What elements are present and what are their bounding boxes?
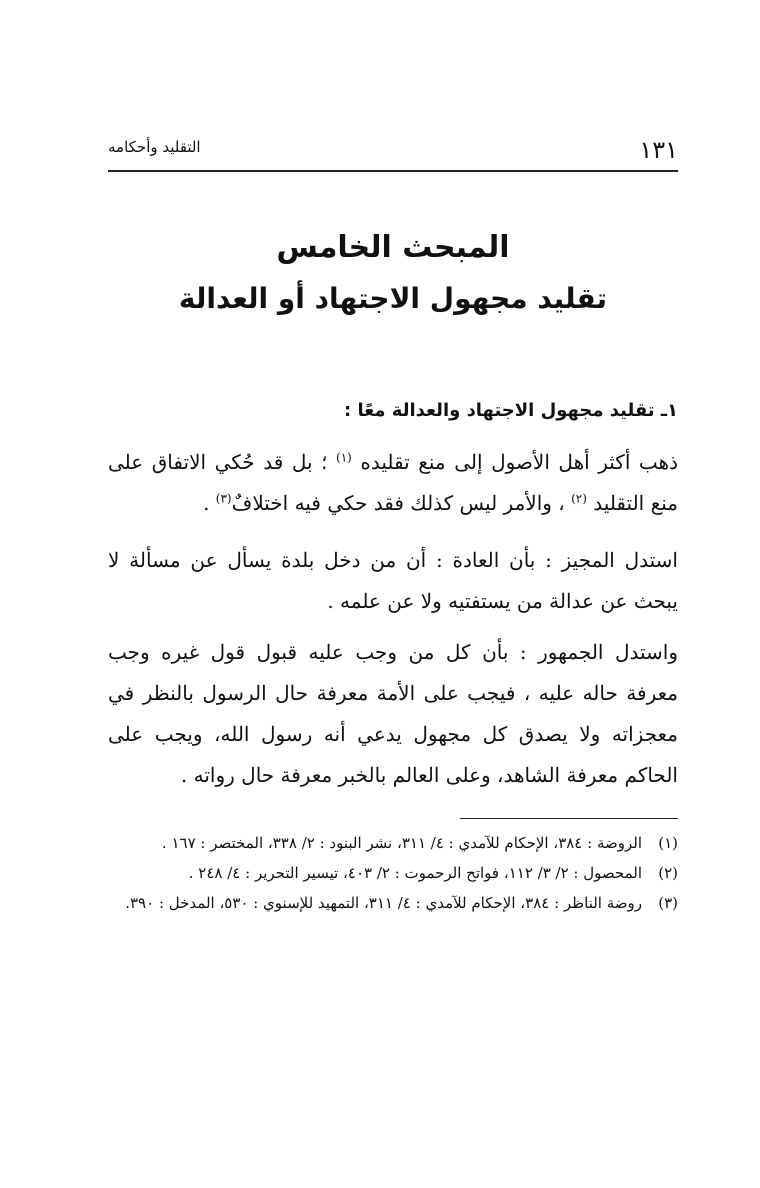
page-number: ١٣١ <box>639 136 678 164</box>
footnote-divider <box>460 818 678 819</box>
footnote-text: الروضة : ٣٨٤، الإحكام للآمدي : ٤/ ٣١١، نشر البنود : ٢/ ٣٣٨، المختصر : ١٦٧ . <box>161 834 642 852</box>
footnote-text: المحصول : ٢/ ٣/ ١١٢، فواتح الرحموت : ٢/ ٤٠٣، تيسير التحرير : ٤/ ٢٤٨ . <box>188 864 642 882</box>
footnotes <box>108 828 678 918</box>
running-title: التقليد وأحكامه <box>108 138 201 156</box>
footnote-1 <box>108 828 678 858</box>
header-divider <box>108 170 678 172</box>
chapter-subtitle: تقليد مجهول الاجتهاد أو العدالة <box>178 282 608 315</box>
footnote-text: روضة الناظر : ٣٨٤، الإحكام للآمدي : ٤/ ٣١١، التمهيد للإسنوي : ٥٣٠، المدخل : ٣٩٠. <box>125 894 642 912</box>
paragraph-1-part-d: . <box>203 491 210 515</box>
footnote-number: (١) <box>658 834 678 852</box>
footnote-2 <box>108 858 678 888</box>
paragraph-1-part-c: ، والأمر ليس كذلك فقد حكي فيه اختلافٌ <box>231 491 565 515</box>
section-heading: ١ـ تقليد مجهول الاجتهاد والعدالة معًا : <box>343 400 678 421</box>
footnote-number: (٣) <box>658 894 678 912</box>
paragraph-3: واستدل الجمهور : بأن كل من وجب عليه قبول قول غيره وجب معرفة حاله عليه ، فيجب على الأمة معرفة حال الرسول بالنظر في معجزاته ولا يصدق كل مجهول يدعي أنه رسول الله، ويجب على الحاكم معرفة الشاهد، وعلى العالم بالخبر معرفة حال رواته . <box>108 640 679 787</box>
chapter-title: المبحث الخامس <box>276 230 510 265</box>
footnote-ref-1[interactable]: (١) <box>336 450 352 465</box>
footnote-ref-3[interactable]: (٣) <box>215 491 232 506</box>
footnote-ref-2[interactable]: (٢) <box>571 491 587 506</box>
paragraph-1-part-a: ذهب أكثر أهل الأصول إلى منع تقليده <box>360 450 679 474</box>
footnote-3 <box>108 888 678 918</box>
paragraph-1 <box>108 442 678 524</box>
paragraph-1-part-b: ؛ بل قد حُكي الاتفاق على منع التقليد <box>108 450 678 515</box>
page-header <box>108 132 678 172</box>
paragraph-2: استدل المجيز : بأن العادة : أن من دخل بلدة يسأل عن مسألة لا يبحث عن عدالة من يستفتيه ولا عن علمه . <box>108 548 678 613</box>
footnote-number: (٢) <box>658 864 678 882</box>
